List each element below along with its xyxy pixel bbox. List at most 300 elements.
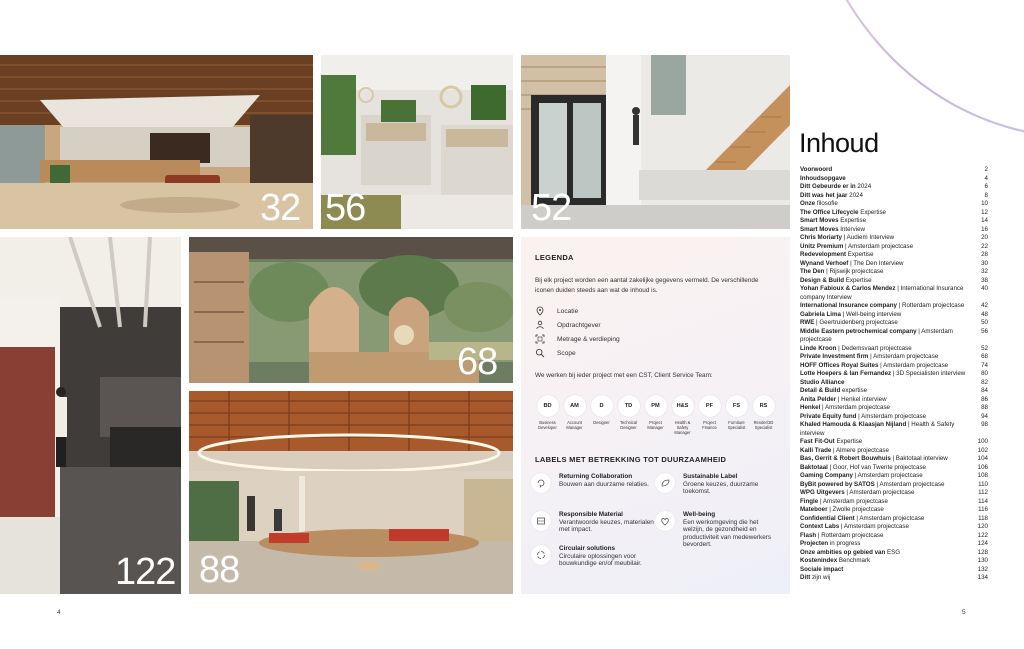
label-text: Bouwen aan duurzame relaties.: [559, 480, 649, 488]
role-name: Technical Designer: [619, 420, 638, 430]
toc-entry-bold: Linde Kroon: [800, 344, 837, 352]
toc-entry-page: 28: [981, 251, 988, 258]
toc-entry-bold: Voorwoord: [800, 166, 833, 173]
toc-entry-page: 52: [981, 344, 988, 352]
toc-entry-page: 8: [984, 191, 988, 199]
label-item: [655, 473, 780, 496]
toc-entry[interactable]: [800, 328, 988, 345]
toc-entry[interactable]: [800, 574, 988, 583]
toc-entry[interactable]: [800, 302, 988, 311]
toc-entry-bold: Private Equity fund: [800, 412, 857, 420]
toc-entry-title: [800, 268, 968, 277]
legend-item: [535, 304, 776, 318]
toc-entry-title: [800, 200, 968, 209]
toc-entry-bold: Wynand Verhoef: [800, 259, 849, 267]
toc-entry-rest: | Amsterdam projectcase: [854, 514, 925, 522]
role-abbr: H&S: [672, 395, 694, 417]
responsible-material-icon: [531, 511, 551, 531]
toc-entry[interactable]: [800, 166, 988, 175]
toc-entry-page: 100: [977, 438, 988, 445]
toc-entry-title: [800, 302, 968, 311]
label-title: Circulair solutions: [559, 545, 616, 552]
team-text: We werken bij ieder project met een CST, Client Service Team:: [535, 372, 713, 379]
toc-entry[interactable]: [800, 243, 988, 252]
toc-entry-rest: | Amsterdam projectcase: [800, 327, 953, 343]
location-icon: [535, 306, 545, 316]
sustainability-labels-title: LABELS MET BETREKKING TOT DUURZAAMHEID: [535, 455, 727, 464]
toc-entry-bold: Mateboer: [800, 506, 828, 513]
toc-entry-rest: | Health & Safety interview: [800, 421, 955, 437]
well-being-icon: [655, 511, 675, 531]
toc-entry-bold: Bas, Gerrit & Robert Bouwhuis: [800, 455, 891, 462]
toc-entry-bold: RWE: [800, 319, 815, 326]
label-item: [531, 545, 656, 568]
toc-entry-title: [800, 209, 968, 218]
toc-entry-title: [800, 217, 968, 226]
toc-entry[interactable]: [800, 183, 988, 192]
legend-title: LEGENDA: [535, 253, 574, 262]
toc-entry-title: [800, 234, 968, 243]
page-number-right: 5: [962, 609, 966, 616]
toc-entry-page: 20: [981, 234, 988, 241]
role-abbr: PF: [699, 395, 721, 417]
photo-page-number: 68: [457, 341, 498, 383]
toc-entry[interactable]: [800, 404, 988, 413]
toc-entry-title: [800, 498, 968, 507]
toc-entry-title: [800, 489, 968, 498]
toc-entry-title: [800, 481, 968, 490]
toc-entry-page: 116: [978, 506, 988, 513]
photo-page-number: 88: [199, 549, 240, 591]
role-item: [616, 395, 641, 435]
toc-entry-rest: | Amsterdam projectcase: [868, 353, 939, 360]
toc-entry[interactable]: [800, 268, 988, 277]
legend-item-label: Scope: [557, 349, 576, 357]
toc-entry-title: [800, 472, 968, 481]
role-item: [643, 395, 668, 435]
toc-entry-bold: Confidential Client: [800, 514, 855, 522]
toc-entry-title: [800, 523, 968, 532]
role-abbr: FS: [726, 395, 748, 417]
toc-entry-bold: The Office Lifecycle: [800, 208, 859, 216]
toc-entry-page: 132: [977, 565, 988, 573]
toc-entry[interactable]: [800, 455, 988, 464]
toc-entry-rest: ESG: [885, 548, 901, 556]
toc-entry-rest: 2024: [855, 183, 872, 190]
toc-entry-bold: The Den: [800, 268, 825, 275]
decorative-arc: [790, 0, 1024, 140]
role-abbr: RS: [753, 395, 775, 417]
toc-entry-title: [800, 515, 968, 524]
toc-entry-page: 30: [981, 259, 988, 267]
toc-entry-bold: Anita Pelder: [800, 395, 837, 403]
toc-entry-title: [800, 362, 968, 371]
toc-title: Inhoud: [799, 128, 879, 158]
toc-entry-rest: in progress: [828, 540, 861, 547]
toc-list: [800, 166, 988, 583]
toc-entry[interactable]: [800, 251, 988, 260]
toc-entry-title: [800, 183, 968, 192]
toc-entry-title: [800, 396, 968, 405]
returning-collaboration-icon: [531, 473, 551, 493]
toc-entry[interactable]: [800, 549, 988, 558]
toc-entry-title: [800, 345, 968, 354]
role-list: [535, 395, 776, 435]
toc-entry-rest: Benchmark: [837, 557, 871, 564]
toc-entry[interactable]: [800, 438, 988, 447]
legend-item: [535, 318, 776, 332]
label-text: Verantwoorde keuzes, materialen met impact.: [559, 518, 654, 534]
toc-entry-page: 48: [981, 310, 988, 318]
toc-entry-rest: | Geertruidenberg projectcase: [814, 319, 898, 326]
toc-entry-rest: | Amsterdam projectcase: [839, 523, 909, 530]
toc-entry-rest: | Amsterdam projectcase: [874, 480, 945, 488]
toc-entry-title: [800, 421, 968, 438]
toc-entry-title: [800, 260, 968, 269]
toc-entry[interactable]: [800, 515, 988, 524]
label-title: Sustainable Label: [683, 473, 738, 480]
toc-entry-rest: | Rotterdam projectcase: [896, 302, 965, 309]
toc-entry-page: 2: [984, 166, 988, 173]
page-number-left: 4: [57, 609, 61, 616]
toc-entry[interactable]: [800, 447, 988, 456]
toc-entry-rest: | Amsterdam projectcase: [820, 404, 890, 411]
toc-entry-page: 118: [978, 514, 988, 522]
toc-entry-rest: | Goor, Hof van Twente projectcase: [827, 463, 926, 471]
toc-entry-page: 86: [981, 395, 988, 403]
toc-entry[interactable]: [800, 557, 988, 566]
toc-entry-title: [800, 532, 968, 541]
toc-entry-page: 50: [981, 319, 988, 326]
role-abbr: D: [591, 395, 613, 417]
toc-entry-title: [800, 438, 968, 447]
toc-entry-rest: | Amsterdam projectcase: [818, 497, 888, 505]
toc-entry-rest: | Amsterdam projectcase: [856, 412, 927, 420]
toc-entry-rest: Expertise: [834, 438, 863, 445]
toc-entry-rest: | Amsterdam projectcase: [844, 489, 915, 496]
toc-entry-bold: Detail & Build: [800, 387, 841, 394]
toc-entry-rest: | Dedemsvaart projectcase: [836, 344, 912, 352]
toc-entry-title: [800, 319, 968, 328]
toc-entry[interactable]: [800, 532, 988, 541]
toc-entry[interactable]: [800, 362, 988, 371]
toc-entry-title: [800, 557, 968, 566]
toc-entry-page: 114: [978, 497, 988, 505]
sustainable-label-icon: [655, 473, 675, 493]
toc-entry-rest: | Rotterdam projectcase: [816, 531, 884, 539]
toc-entry-rest: Expertise: [838, 217, 867, 224]
toc-entry-bold: Sociale impact: [800, 565, 844, 573]
toc-entry-title: [800, 447, 968, 456]
toc-entry-title: [800, 166, 968, 175]
toc-entry-bold: Gabriela Lima: [800, 310, 841, 318]
toc-entry[interactable]: [800, 226, 988, 235]
toc-entry-bold: Fingle: [800, 497, 819, 505]
toc-entry-page: 10: [981, 200, 988, 207]
toc-entry-rest: zijn wij: [810, 574, 831, 581]
toc-entry-rest: 2024: [847, 191, 863, 199]
toc-entry-bold: Unitz Premium: [800, 242, 844, 250]
label-title: Responsible Material: [559, 511, 623, 518]
toc-entry-bold: HOFF Offices Royal Suites: [800, 361, 879, 369]
toc-entry[interactable]: [800, 421, 988, 438]
toc-entry-page: 128: [977, 548, 988, 556]
toc-entry-page: 22: [981, 242, 988, 250]
role-abbr: BD: [537, 395, 559, 417]
toc-entry-rest: expertise: [840, 387, 868, 394]
toc-entry-page: 130: [977, 557, 988, 564]
toc-entry-page: 106: [977, 463, 988, 471]
toc-entry-page: 110: [978, 480, 988, 488]
label-item: [655, 511, 780, 549]
toc-entry-rest: | Baktotaal interview: [890, 455, 948, 462]
toc-entry[interactable]: [800, 200, 988, 209]
toc-entry-bold: Smart Moves: [800, 225, 839, 233]
toc-entry-page: 94: [981, 412, 988, 420]
toc-entry-rest: | The Den Interview: [848, 259, 904, 267]
photo-page-number: 56: [325, 187, 366, 229]
role-name: Furniture Specialist: [727, 420, 746, 430]
toc-entry-title: [800, 464, 968, 473]
toc-entry-bold: Private Investment firm: [800, 353, 869, 360]
toc-entry-bold: Ditt: [800, 574, 811, 581]
toc-entry[interactable]: [800, 506, 988, 515]
toc-entry[interactable]: [800, 481, 988, 490]
toc-entry[interactable]: [800, 234, 988, 243]
role-item: [535, 395, 560, 435]
toc-entry[interactable]: [800, 566, 988, 575]
toc-entry[interactable]: [800, 387, 988, 396]
role-item: [589, 395, 614, 435]
toc-entry-page: 14: [981, 217, 988, 224]
toc-entry-title: [800, 311, 968, 320]
toc-entry-title: [800, 549, 968, 558]
area-icon: [535, 334, 545, 344]
toc-entry-bold: Fast Fit-Out: [800, 438, 835, 445]
label-text: Een werkomgeving die het welzijn, de gezondheid en productiviteit van medewerkers bevordert.: [683, 518, 772, 549]
toc-entry-page: 32: [981, 268, 988, 275]
toc-entry-page: 74: [981, 361, 988, 369]
toc-entry-rest: | Audiem Interview: [841, 234, 895, 241]
toc-entry-bold: Context Labs: [800, 523, 840, 530]
photo-page-number: 122: [115, 551, 176, 593]
toc-entry-bold: Onze: [800, 200, 816, 207]
toc-entry-page: 112: [978, 489, 988, 496]
toc-entry-bold: ByBit powered by SATOS: [800, 480, 875, 488]
toc-entry-page: 98: [981, 421, 988, 428]
toc-entry-page: 84: [981, 387, 988, 394]
toc-entry-title: [800, 192, 968, 201]
toc-entry-title: [800, 251, 968, 260]
toc-entry-bold: Henkel: [800, 404, 821, 411]
photo-mural-lounge: [189, 237, 513, 383]
toc-entry-bold: Smart Moves: [800, 217, 839, 224]
toc-entry-page: 42: [981, 302, 988, 309]
label-text: Circulaire oplossingen voor bouwkundige en/of meubilair.: [559, 552, 642, 568]
toc-entry[interactable]: [800, 319, 988, 328]
toc-entry-bold: Middle Eastern petrochemical company: [800, 327, 917, 335]
toc-entry[interactable]: [800, 175, 988, 184]
role-name: Project Manager: [647, 420, 664, 430]
toc-entry-rest: | Almere projectcase: [831, 446, 889, 454]
toc-entry-page: 40: [981, 285, 988, 292]
toc-entry-title: [800, 243, 968, 252]
toc-entry[interactable]: [800, 489, 988, 498]
role-name: Designer: [593, 420, 610, 425]
toc-entry-title: [800, 387, 968, 396]
toc-entry-rest: | Zwolle projectcase: [827, 506, 884, 513]
toc-entry-page: 108: [977, 472, 988, 479]
toc-entry[interactable]: [800, 277, 988, 286]
toc-entry-bold: Design & Build: [800, 276, 845, 284]
toc-entry-page: 120: [977, 523, 988, 530]
toc-entry[interactable]: [800, 217, 988, 226]
toc-entry[interactable]: [800, 353, 988, 362]
label-item: [531, 511, 656, 534]
toc-entry-page: 4: [984, 174, 988, 182]
toc-entry[interactable]: [800, 396, 988, 405]
toc-entry-page: 82: [981, 378, 988, 386]
toc-entry-bold: Studio Alliance: [800, 378, 845, 386]
toc-entry[interactable]: [800, 345, 988, 354]
toc-entry-rest: | 3D Specialisten interview: [891, 370, 966, 377]
toc-entry-bold: Khaled Hamouda & Klaasjan Nijland: [800, 421, 907, 428]
toc-entry-bold: Onze ambities op gebied van: [800, 548, 886, 556]
toc-entry-bold: Flash: [800, 531, 817, 539]
toc-entry-title: [800, 566, 968, 575]
legend-item-label: Metrage & verdieping: [557, 335, 620, 343]
toc-entry[interactable]: [800, 285, 988, 302]
toc-entry-title: [800, 574, 968, 583]
toc-entry[interactable]: [800, 464, 988, 473]
toc-entry-rest: | International Insurance company Interview: [800, 285, 964, 301]
toc-entry-rest: | Amsterdam projectcase: [843, 242, 914, 250]
toc-entry[interactable]: [800, 413, 988, 422]
role-name: Render/3D Specialist: [753, 420, 774, 430]
label-title: Well-being: [683, 511, 716, 518]
toc-entry-title: [800, 370, 968, 379]
toc-entry[interactable]: [800, 540, 988, 549]
toc-entry-bold: Kostenindex: [800, 557, 838, 564]
toc-entry[interactable]: [800, 379, 988, 388]
toc-entry-page: 124: [977, 540, 988, 547]
toc-entry-rest: | Well-being interview: [840, 310, 902, 318]
toc-entry-page: 80: [981, 370, 988, 377]
legend-item-label: Opdrachtgever: [557, 321, 601, 329]
photo-atrium-seating: [189, 391, 513, 594]
circular-solutions-icon: [531, 545, 551, 565]
toc-entry-bold: Lotte Hoepers & Ian Fernandez: [800, 370, 892, 377]
role-abbr: TD: [618, 395, 640, 417]
toc-entry[interactable]: [800, 192, 988, 201]
toc-entry[interactable]: [800, 472, 988, 481]
scope-icon: [535, 348, 545, 358]
toc-entry-title: [800, 506, 968, 515]
photo-the-den-lobby: [0, 55, 313, 229]
toc-entry-rest: | Amsterdam projectcase: [878, 361, 949, 369]
role-item: [697, 395, 722, 435]
toc-entry-page: 16: [981, 225, 988, 233]
toc-entry-bold: WPG Uitgevers: [800, 489, 845, 496]
label-text: Groene keuzes, duurzame toekomst.: [683, 480, 759, 496]
legend-intro: Bij elk project worden een aantal zakelijke gegevens vermeld. De verschillende iconen duiden steeds aan wat de inhoud is.: [535, 277, 759, 294]
toc-entry-rest: Expertise: [844, 276, 872, 284]
toc-entry-page: 38: [981, 276, 988, 284]
toc-entry-bold: Chris Moriarty: [800, 234, 842, 241]
toc-entry-rest: | Rijswijk projectcase: [824, 268, 884, 275]
toc-entry-title: [800, 353, 968, 362]
toc-entry-rest: | Henkel interview: [836, 395, 887, 403]
photo-staircase-entrance: [521, 55, 790, 229]
toc-entry-rest: Interview: [838, 225, 865, 233]
legend-icon-list: [535, 304, 776, 360]
legend-item: [535, 346, 776, 360]
toc-entry-page: 134: [977, 574, 988, 581]
toc-entry-rest: Expertise: [858, 208, 886, 216]
toc-entry[interactable]: [800, 498, 988, 507]
toc-entry-bold: Baktotaal: [800, 463, 828, 471]
toc-entry-title: [800, 328, 968, 345]
legend-panel: [521, 237, 790, 594]
role-item: [751, 395, 776, 435]
toc-entry[interactable]: [800, 260, 988, 269]
toc-entry-bold: Ditt was het jaar: [800, 191, 848, 199]
role-item: [670, 395, 695, 435]
toc-entry-title: [800, 226, 968, 235]
toc-entry-page: 6: [984, 183, 988, 190]
toc-entry-rest: filosofie: [815, 200, 838, 207]
toc-entry-page: 102: [977, 446, 988, 454]
toc-entry-bold: Yohan Fabioux & Carlos Mendez: [800, 285, 896, 292]
toc-entry-page: 122: [977, 531, 988, 539]
toc-entry[interactable]: [800, 523, 988, 532]
toc-entry-title: [800, 540, 968, 549]
toc-entry[interactable]: [800, 209, 988, 218]
toc-entry-title: [800, 379, 968, 388]
toc-entry-bold: Redevelopment: [800, 251, 847, 258]
role-abbr: AM: [564, 395, 586, 417]
photo-page-number: 32: [260, 187, 301, 229]
toc-entry-page: 12: [981, 208, 988, 216]
toc-entry-bold: Inhoudsopgave: [800, 174, 846, 182]
toc-entry-bold: Gaming Company: [800, 472, 853, 479]
toc-entry-page: 56: [981, 327, 988, 335]
photo-corridor-meeting: [0, 237, 181, 594]
role-name: Business Developer: [538, 420, 557, 430]
toc-entry-title: [800, 404, 968, 413]
toc-entry-title: [800, 285, 968, 302]
role-item: [724, 395, 749, 435]
legend-item-label: Locatie: [557, 307, 579, 315]
toc-entry-title: [800, 277, 968, 286]
role-name: Health & Safety Manager: [674, 420, 691, 435]
toc-entry-bold: International Insurance company: [800, 302, 897, 309]
client-icon: [535, 320, 545, 330]
toc-entry[interactable]: [800, 370, 988, 379]
role-name: Project Finance: [702, 420, 717, 430]
toc-entry-page: 88: [981, 404, 988, 411]
role-item: [562, 395, 587, 435]
toc-entry[interactable]: [800, 311, 988, 320]
toc-entry-bold: Projecten: [800, 540, 829, 547]
role-name: Account Manager: [566, 420, 583, 430]
legend-item: [535, 332, 776, 346]
toc-entry-bold: Kalli Trade: [800, 446, 832, 454]
toc-entry-title: [800, 413, 968, 422]
toc-entry-title: [800, 175, 968, 184]
toc-entry-rest: | Amsterdam projectcase: [852, 472, 923, 479]
toc-entry-page: 104: [977, 455, 988, 462]
